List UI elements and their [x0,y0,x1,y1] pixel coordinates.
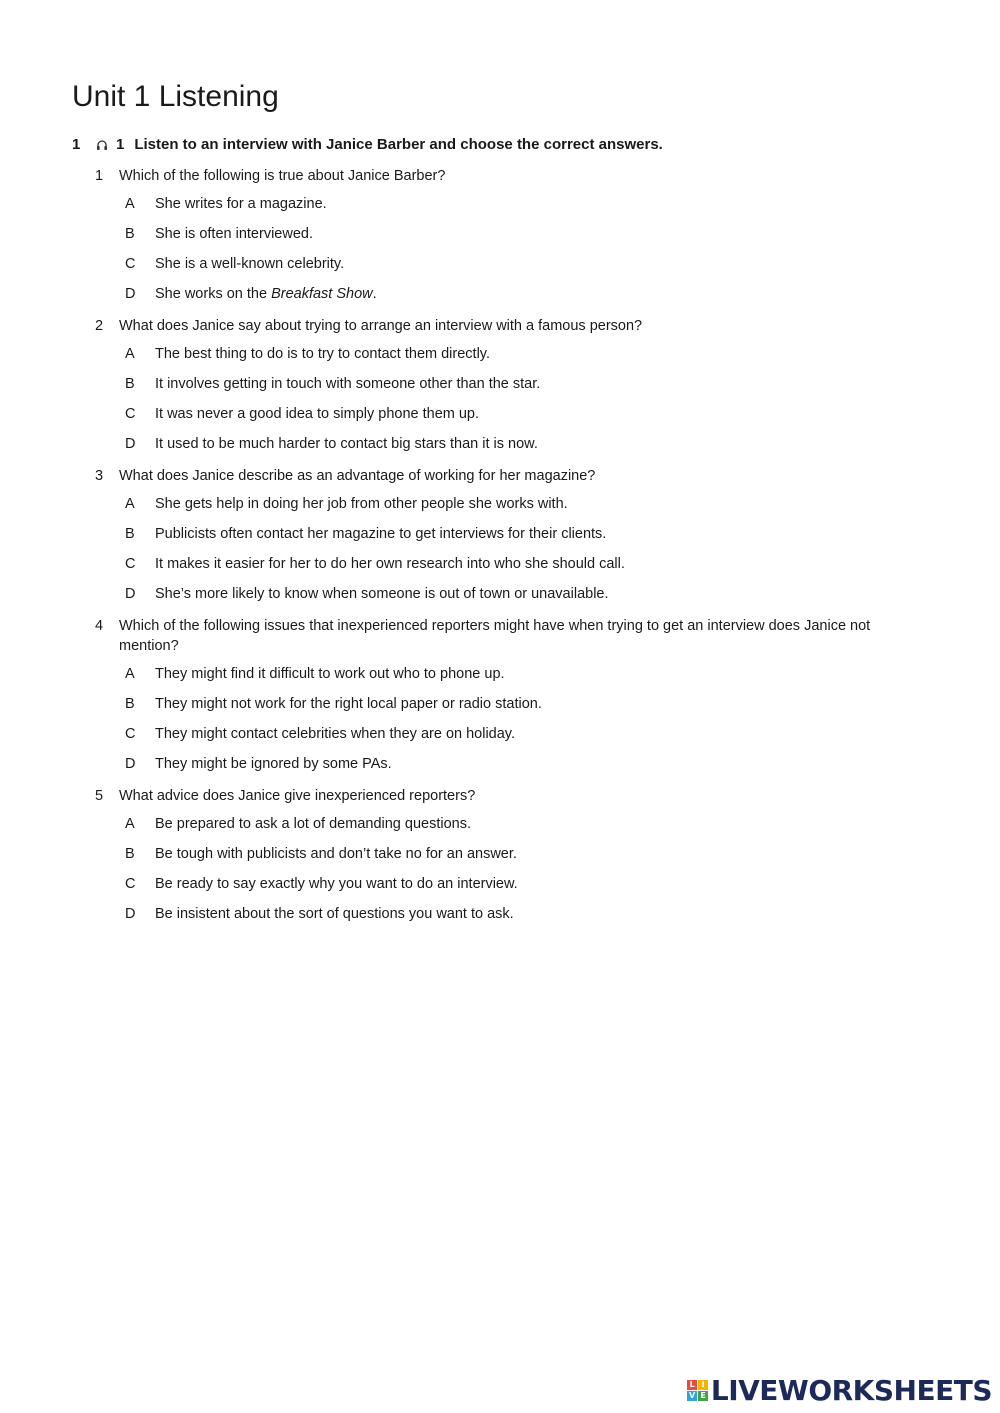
option-text: They might contact celebrities when they are on holiday. [155,726,516,742]
option-text: It involves getting in touch with someone other than the star. [155,376,541,392]
question-text: Which of the following issues that inexperienced reporters might have when trying to get an interview does Janice not mention? [119,618,871,654]
option-text: Be insistent about the sort of questions you want to ask. [155,906,514,922]
question-number: 2 [95,318,104,334]
option-text-italic: Breakfast Show [271,286,373,302]
answer-option[interactable] [95,814,915,844]
question-2 [95,314,915,464]
option-letter: B [125,696,135,712]
option-text: It was never a good idea to simply phone them up. [155,406,480,422]
option-text: She gets help in doing her job from other people she works with. [155,496,568,512]
logo-blocks [687,1380,708,1401]
answer-option[interactable] [95,194,915,224]
question-text: Which of the following is true about Janice Barber? [119,168,446,184]
option-text: It used to be much harder to contact big stars than it is now. [155,436,538,452]
answer-option[interactable] [95,694,915,724]
answer-option[interactable] [95,524,915,554]
answer-option[interactable] [95,374,915,404]
option-letter: B [125,846,135,862]
option-text: Publicists often contact her magazine to get interviews for their clients. [155,526,607,542]
option-letter: B [125,526,135,542]
option-text: They might be ignored by some PAs. [155,756,392,772]
answer-option[interactable] [95,554,915,584]
option-letter: A [125,816,135,832]
option-text [155,284,377,304]
option-letter: B [125,376,135,392]
question-text: What advice does Janice give inexperienced reporters? [119,788,476,804]
answer-option[interactable] [95,724,915,754]
question-text: What does Janice say about trying to arrange an interview with a famous person? [119,318,643,334]
option-letter: D [125,756,136,772]
track-number: 1 [116,136,125,153]
logo-block: I [698,1380,708,1390]
option-text: Be ready to say exactly why you want to do an interview. [155,876,518,892]
answer-option[interactable] [95,664,915,694]
logo-block: L [687,1380,697,1390]
logo-text: LIVEWORKSHEETS [710,1374,992,1407]
headphones-icon [96,138,114,152]
logo-block: E [698,1391,708,1401]
answer-option[interactable] [95,584,915,614]
option-letter: D [125,286,136,302]
question-4 [95,614,915,784]
question-number: 4 [95,618,104,634]
option-text-start: She works on the [155,286,272,302]
answer-option[interactable] [95,844,915,874]
option-letter: A [125,666,135,682]
answer-option[interactable] [95,344,915,374]
question-prompt [95,314,915,344]
question-prompt [95,784,915,814]
answer-option[interactable] [95,284,915,314]
option-letter: B [125,226,135,242]
question-1 [95,164,915,314]
answer-option[interactable] [95,874,915,904]
question-text: What does Janice describe as an advantage of working for her magazine? [119,468,596,484]
option-text: They might find it difficult to work out who to phone up. [155,666,505,682]
question-5 [95,784,915,934]
option-text: The best thing to do is to try to contact them directly. [155,346,491,362]
question-number: 1 [95,168,104,184]
answer-option[interactable] [95,494,915,524]
option-letter: D [125,436,136,452]
answer-option[interactable] [95,254,915,284]
option-text: They might not work for the right local paper or radio station. [155,696,542,712]
question-number: 5 [95,788,104,804]
question-3 [95,464,915,614]
question-prompt [95,164,915,194]
answer-option[interactable] [95,404,915,434]
question-number: 3 [95,468,104,484]
option-text: Be tough with publicists and don’t take no for an answer. [155,846,517,862]
option-letter: C [125,726,136,742]
answer-option[interactable] [95,434,915,464]
liveworksheets-logo [687,1374,992,1407]
answer-option[interactable] [95,754,915,784]
option-text: She writes for a magazine. [155,196,327,212]
option-letter: D [125,586,136,602]
option-letter: D [125,906,136,922]
answer-option[interactable] [95,904,915,934]
answer-option[interactable] [95,224,915,254]
exercise-instruction: Listen to an interview with Janice Barber and choose the correct answers. [134,136,663,153]
option-text: Be prepared to ask a lot of demanding questions. [155,816,471,832]
exercise-number: 1 [72,136,81,153]
option-letter: C [125,876,136,892]
option-text-end: . [372,286,377,302]
option-text: She is often interviewed. [155,226,313,242]
page-title: Unit 1 Listening [72,80,279,113]
option-letter: C [125,556,136,572]
option-text: It makes it easier for her to do her own research into who she should call. [155,556,625,572]
logo-block: V [687,1391,697,1401]
option-letter: C [125,406,136,422]
option-text: She is a well-known celebrity. [155,256,345,272]
option-text: She’s more likely to know when someone is out of town or unavailable. [155,586,609,602]
option-letter: A [125,196,135,212]
question-prompt [95,464,915,494]
option-letter: A [125,496,135,512]
option-letter: A [125,346,135,362]
question-list [95,164,915,934]
question-prompt [95,614,915,664]
exercise-heading [72,136,952,153]
option-letter: C [125,256,136,272]
